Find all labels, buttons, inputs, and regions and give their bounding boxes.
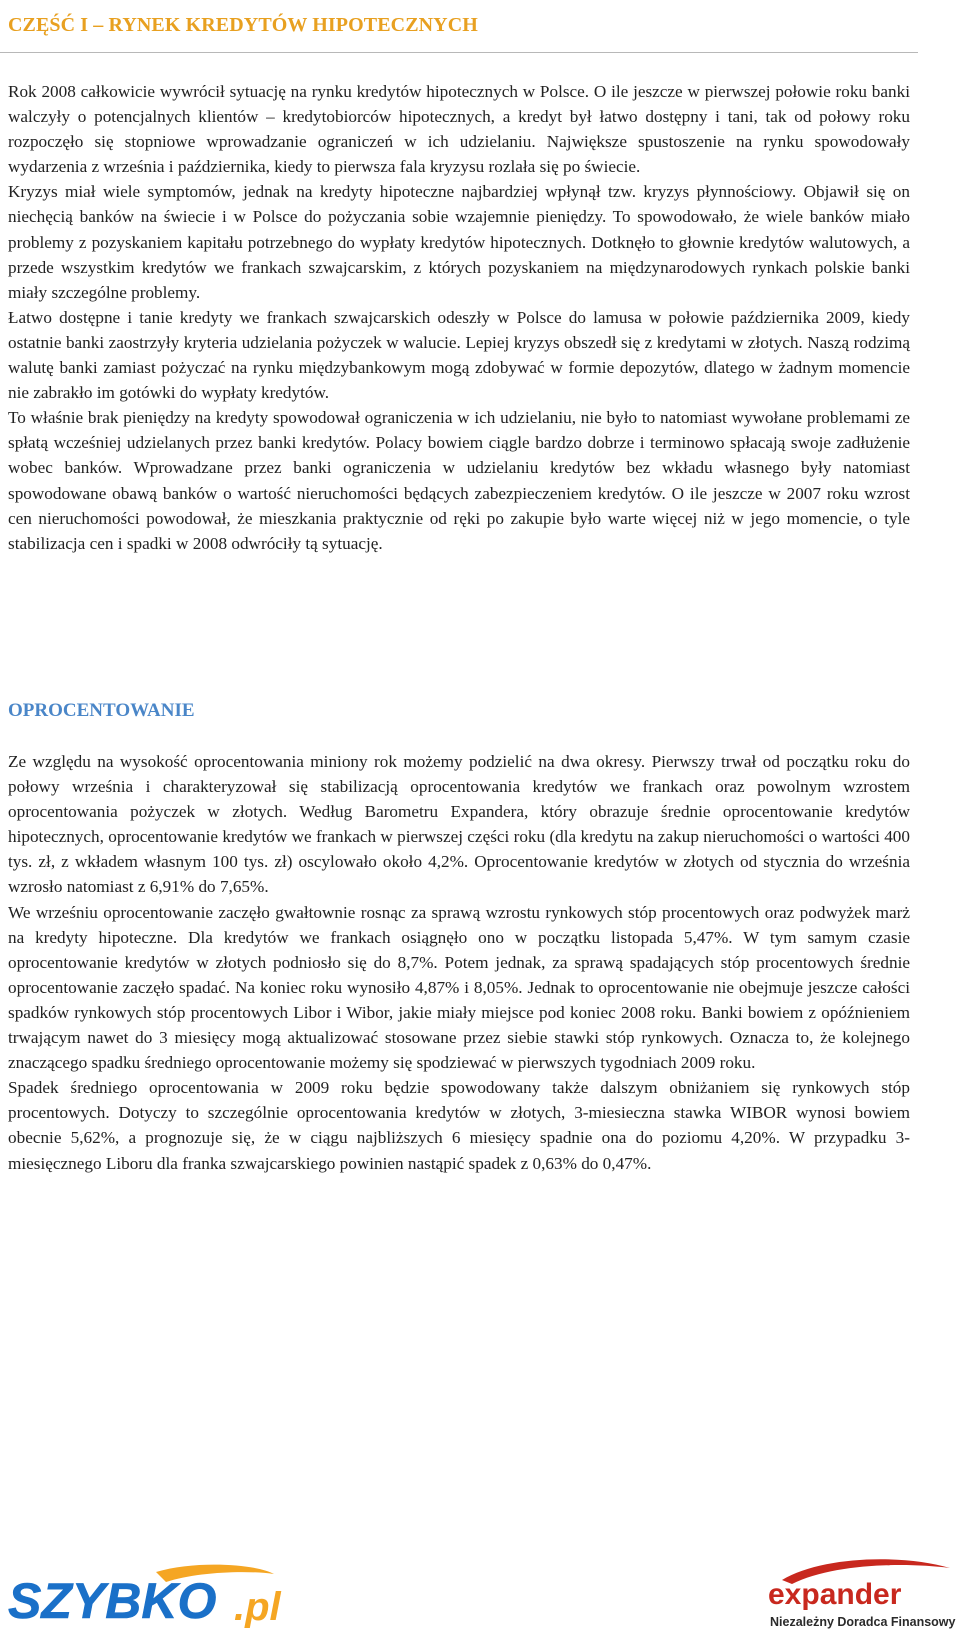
- expander-logo: [762, 1554, 956, 1632]
- section-heading-interest: OPROCENTOWANIE: [8, 700, 195, 721]
- section-interest-body: [8, 749, 910, 1176]
- chapter-title: CZĘŚĆ I – RYNEK KREDYTÓW HIPOTECZNYCH: [8, 14, 478, 36]
- title-divider: [0, 52, 918, 53]
- paragraph: Łatwo dostępne i tanie kredyty we frankach szwajcarskich odeszły w Polsce do lamusa w połowie października 2009, kiedy ostatnie banki zaostrzyły kryteria udzielania pożyczek w walucie. Lepiej kryzys obszedł się z kredytami w złotych. Naszą rodzimą walutę banki zamiast pożyczać na rynku międzybankowym mogą zdobywać w formie depozytów, dlatego w żadnym momencie nie zabrakło im gotówki do wypłaty kredytów.: [8, 307, 910, 403]
- szybko-logo-text: SZYBKO: [8, 1573, 217, 1628]
- paragraph: We wrześniu oprocentowanie zaczęło gwałtownie rosnąc za sprawą wzrostu rynkowych stóp procentowych oraz podwyżek marż na kredyty hipoteczne. Dla kredytów we frankach osiągnęło ono w początku listopada 5,47%. W tym samym czasie oprocentowanie kredytów w złotych podniosło się do 8,7%. Potem jednak, za sprawą spadających stóp procentowych średnie oprocentowanie zaczęło spadać. Na koniec roku wynosiło 4,87% i 8,05%. Jednak to oprocentowanie nie obejmuje jeszcze całości spadków rynkowych stóp procentowych Libor i Wibor, jakie miały miejsce pod koniec 2008 roku. Banki bowiem z opóźnieniem trwającym nawet do 3 miesięcy mogą aktualizować stosowane przez siebie stawki stóp rynkowych. Oznacza to, że kolejnego znaczącego spadku średniego oprocentowanie możemy się spodziewać w pierwszych tygodniach 2009 roku.: [8, 902, 910, 1073]
- szybko-logo: [6, 1562, 336, 1628]
- paragraph: Kryzys miał wiele symptomów, jednak na kredyty hipoteczne najbardziej wpłynął tzw. kryzys płynnościowy. Objawił się on niechęcią banków na świecie i w Polsce do pożyczania sobie wzajemnie pieniędzy. To spowodowało, że wiele banków miało problemy z pozyskaniem kapitału potrzebnego do wypłaty kredytów hipotecznych. Dotknęło to głownie kredytów walutowych, a przede wszystkim kredytów we frankach szwajcarskim, z których pozyskaniem na międzynarodowych rynkach polskie banki miały szczególne problemy.: [8, 182, 910, 302]
- szybko-logo-domain: .pl: [234, 1585, 281, 1628]
- paragraph: Spadek średniego oprocentowania w 2009 roku będzie spowodowany także dalszym obniżaniem się rynkowych stóp procentowych. Dotyczy to szczególnie oprocentowania kredytów w złotych, 3-miesieczna stawka WIBOR wynosi bowiem obecnie 5,62%, a prognozuje się, że w ciągu najbliższych 6 miesięcy spadnie ona do poziomu 4,20%. W przypadku 3-miesięcznego Liboru dla franka szwajcarskiego powinien nastąpić spadek z 0,63% do 0,47%.: [8, 1078, 910, 1173]
- paragraph: Ze względu na wysokość oprocentowania miniony rok możemy podzielić na dwa okresy. Pierwszy trwał od początku roku do połowy września i charakteryzował się stabilizacją oprocentowania kredytów we frankach oraz powolnym wzrostem oprocentowania pożyczek w złotych. Według Barometru Expandera, który obrazuje średnie oprocentowanie kredytów hipotecznych, oprocentowanie kredytów we frankach w pierwszej części roku (dla kredytu na zakup nieruchomości o wartości 400 tys. zł, z wkładem własnym 100 tys. zł) oscylowało około 4,2%. Oprocentowanie kredytów w złotych od stycznia do września wzrosło natomiast z 6,91% do 7,65%.: [8, 752, 910, 897]
- expander-tagline: Niezależny Doradca Finansowy: [770, 1615, 956, 1629]
- section-market-intro: [8, 79, 910, 556]
- paragraph: To właśnie brak pieniędzy na kredyty spowodował ograniczenia w ich udzielaniu, nie było to natomiast wywołane problemami ze spłatą wcześniej udzielanych przez banki kredytów. Polacy bowiem ciągle bardzo dobrze i terminowo spłacają swoje zadłużenie wobec banków. Wprowadzane przez banki ograniczenia w udzielaniu kredytów bez wkładu własnego były natomiast spowodowane obawą banków o wartość nieruchomości będących zabezpieczeniem kredytów. O ile jeszcze w 2007 roku wzrost cen nieruchomości powodował, że mieszkania praktycznie od ręki po zakupie było warte więcej niż w jego momencie, o tyle stabilizacja cen i spadki w 2008 odwróciły tą sytuację.: [8, 408, 910, 553]
- expander-logo-text: expander: [768, 1578, 902, 1611]
- paragraph: Rok 2008 całkowicie wywrócił sytuację na rynku kredytów hipotecznych w Polsce. O ile jeszcze w pierwszej połowie roku banki walczyły o potencjalnych klientów – kredytobiorców hipotecznych, a kredyt był łatwo dostępny i tani, tak od połowy roku rozpoczęło się stopniowe wprowadzanie ograniczeń w ich udzielaniu. Największe spustoszenie na rynku spowodowały wydarzenia z września i października, kiedy to pierwsza fala kryzysu rozlała się po świecie.: [8, 82, 910, 177]
